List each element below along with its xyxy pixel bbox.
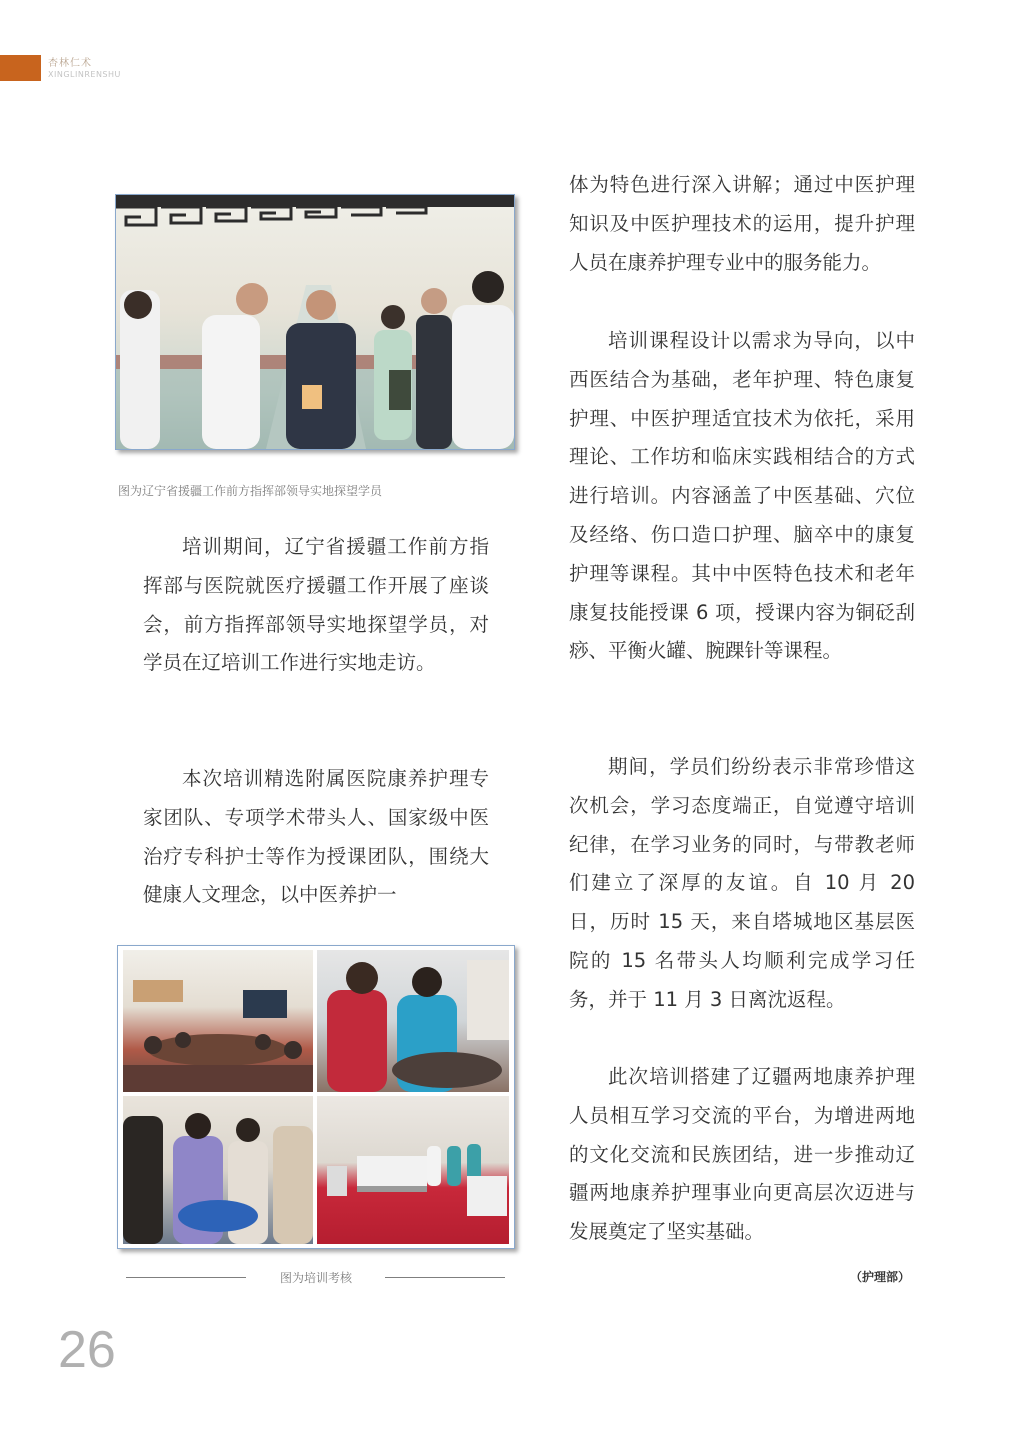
left-column-p2 xyxy=(143,760,489,915)
photo-leaders-visit xyxy=(115,194,515,450)
left-column-paragraph-2: 本次培训精选附属医院康养护理专家团队、专项学术带头人、国家级中医治疗专科护士等作为授课团队，围绕大健康人文理念，以中医养护一 xyxy=(143,767,489,907)
left-column-p1 xyxy=(143,528,489,683)
header-accent-bar xyxy=(0,55,41,81)
right-column-p1 xyxy=(569,322,915,671)
right-column-p2 xyxy=(569,748,915,1020)
right-column-p0 xyxy=(569,166,915,282)
right-column-paragraph-3: 此次培训搭建了辽疆两地康养护理人员相互学习交流的平台，为增进两地的文化交流和民族团结，进一步推动辽疆两地康养护理事业向更高层次迈进与发展奠定了坚实基础。 xyxy=(569,1065,915,1244)
right-column-paragraph-1: 培训课程设计以需求为导向，以中西医结合为基础，老年护理、特色康复护理、中医护理适宜技术为依托，采用理论、工作坊和临床实践相结合的方式进行培训。内容涵盖了中医基础、穴位及经络、伤口造口护理、脑卒中的康复护理等课程。其中中医特色技术和老年康复技能授课 6 项，授课内容为铜砭刮痧、平衡火罐、腕踝针等课程。 xyxy=(569,329,915,663)
collage-meeting-room-illustration xyxy=(123,950,313,1092)
caption-rule-right xyxy=(385,1277,505,1278)
photo-training-assessment-caption: 图为培训考核 xyxy=(279,1271,352,1285)
collage-head-massage xyxy=(123,1096,313,1244)
collage-clinical-ward xyxy=(317,1096,509,1244)
photo-leaders-visit-illustration xyxy=(116,195,514,449)
page-number: 26 xyxy=(58,1321,116,1379)
photo-training-assessment xyxy=(117,945,515,1249)
collage-meeting-room xyxy=(123,950,313,1092)
right-column-paragraph-2: 期间，学员们纷纷表示非常珍惜这次机会，学习态度端正，自觉遵守培训纪律，在学习业务的同时，与带教老师们建立了深厚的友谊。自 10 月 20 日，历时 15 天，来自塔城地区基层医院的 15 名带头人均顺利完成学习任务，并于 11 月 3 日离沈返程。 xyxy=(569,755,915,1011)
author-signature: （护理部） xyxy=(850,1270,911,1284)
collage-head-massage-illustration xyxy=(123,1096,313,1244)
right-column-paragraph-0: 体为特色进行深入讲解；通过中医护理知识及中医护理技术的运用，提升护理人员在康养护理专业中的服务能力。 xyxy=(569,173,915,274)
collage-clinical-ward-illustration xyxy=(317,1096,509,1244)
left-column-paragraph-1: 培训期间，辽宁省援疆工作前方指挥部与医院就医疗援疆工作开展了座谈会，前方指挥部领导实地探望学员，对学员在辽培训工作进行实地走访。 xyxy=(143,535,489,675)
right-column-p3 xyxy=(569,1058,915,1252)
header-title-cn: 杏林仁术 xyxy=(48,58,92,69)
collage-acupuncture-illustration xyxy=(317,950,509,1092)
header-title-en: XINGLINRENSHU xyxy=(48,70,121,79)
photo-leaders-visit-caption: 图为辽宁省援疆工作前方指挥部领导实地探望学员 xyxy=(118,484,383,498)
collage-acupuncture-practice xyxy=(317,950,509,1092)
